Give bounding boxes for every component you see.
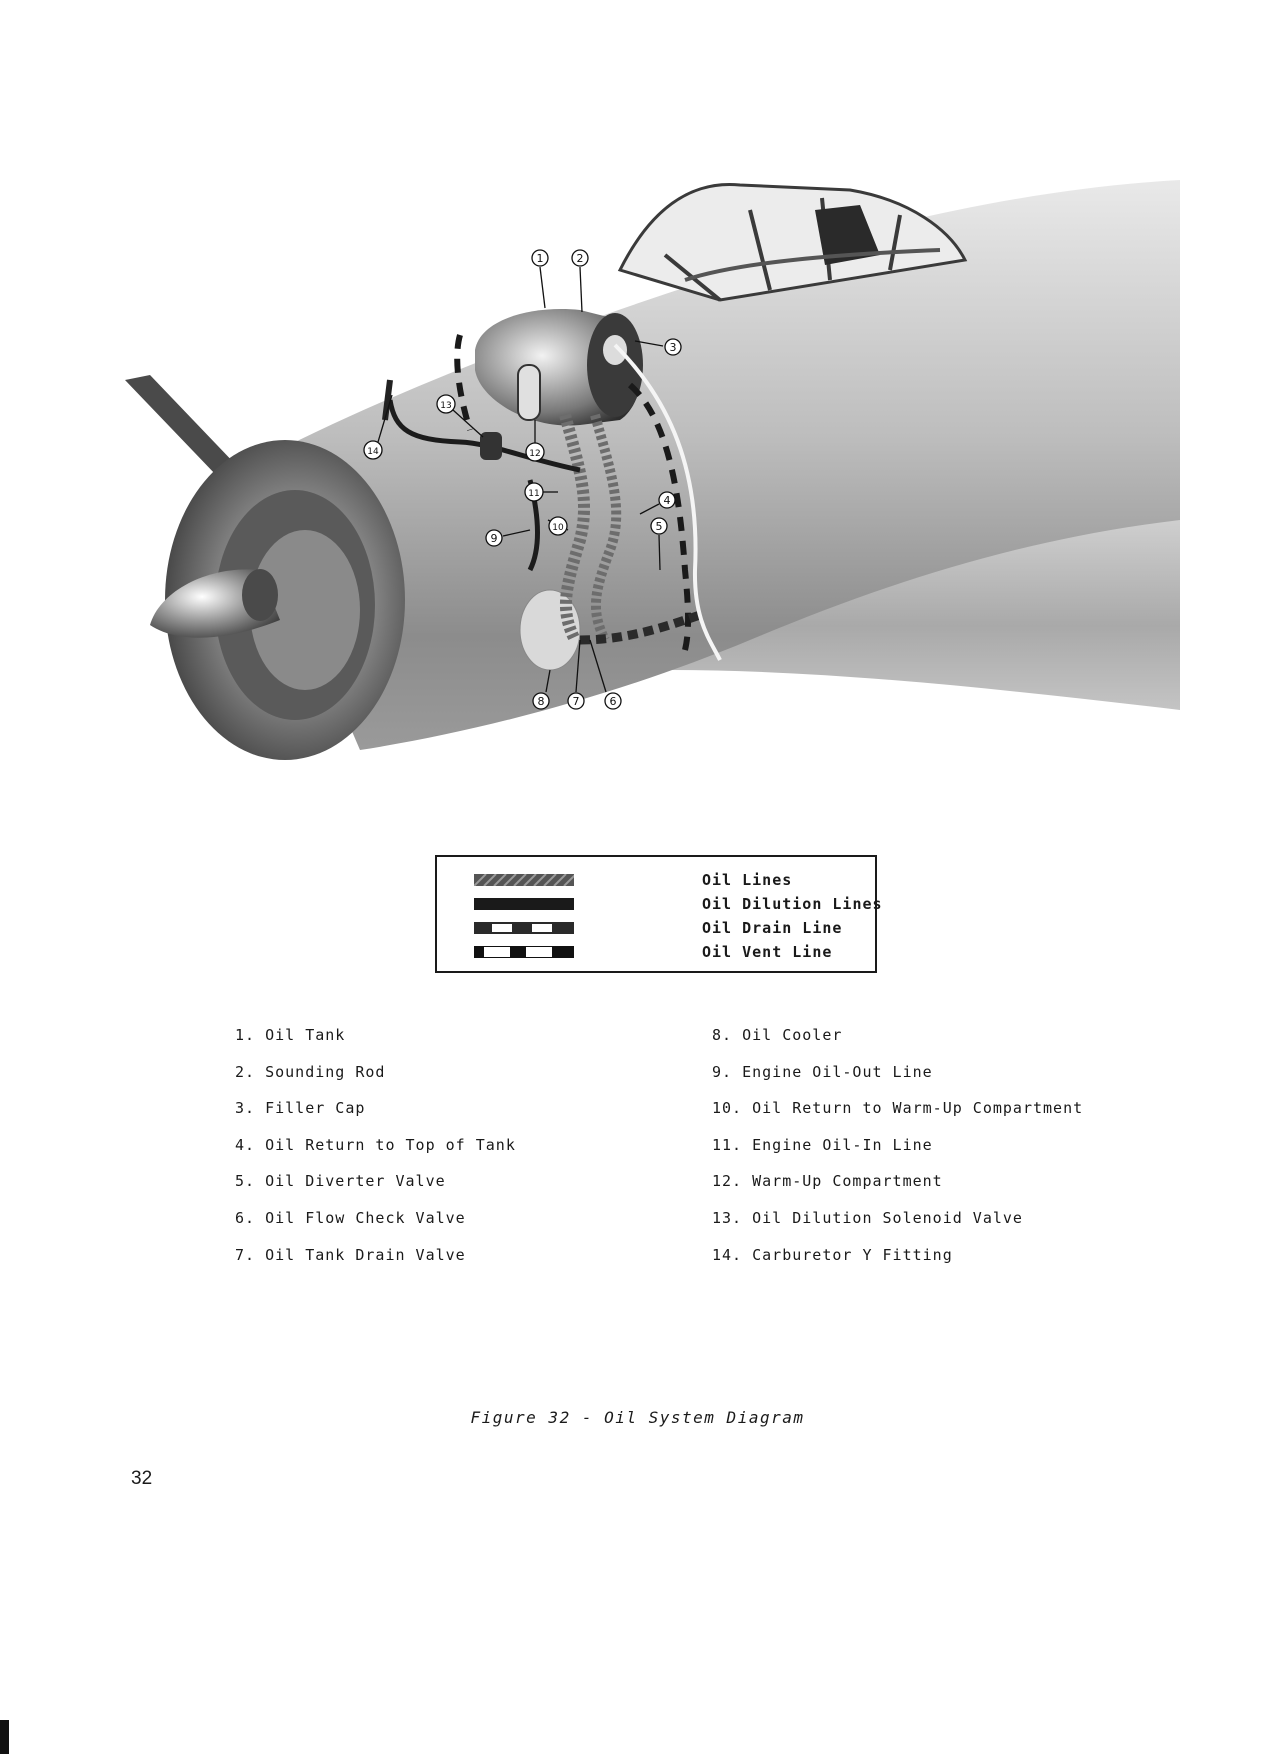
callout-4 [659, 492, 675, 508]
callout-1 [532, 250, 548, 266]
oil-dilution-lines-swatch [474, 898, 574, 910]
callout-10 [549, 517, 567, 535]
svg-text:7: 7 [572, 695, 580, 708]
callout-13 [437, 395, 455, 413]
warm-up-compartment [518, 365, 540, 420]
svg-text:14: 14 [367, 447, 379, 457]
callout-3 [665, 339, 681, 355]
svg-text:3: 3 [669, 341, 677, 354]
legend-label: Oil Drain Line [702, 919, 843, 937]
part-item: 2. Sounding Rod [235, 1062, 386, 1081]
part-item: 12. Warm-Up Compartment [712, 1172, 943, 1191]
svg-text:11: 11 [528, 489, 540, 499]
callout-7 [568, 693, 584, 709]
part-item: 5. Oil Diverter Valve [235, 1172, 446, 1191]
part-item: 6. Oil Flow Check Valve [235, 1208, 466, 1227]
part-item: 7. Oil Tank Drain Valve [235, 1245, 466, 1264]
callout-6 [605, 693, 621, 709]
legend-item-oil-dilution-lines [437, 893, 883, 915]
legend-item-oil-drain-line [437, 917, 875, 939]
oil-drain-line-swatch [474, 922, 574, 934]
callout-5 [651, 518, 667, 534]
svg-text:6: 6 [609, 695, 617, 708]
svg-text:10: 10 [552, 523, 564, 533]
page-number: 32 [131, 1468, 153, 1489]
callout-2 [572, 250, 588, 266]
part-item: 13. Oil Dilution Solenoid Valve [712, 1208, 1023, 1227]
svg-text:4: 4 [663, 494, 671, 507]
svg-text:5: 5 [655, 520, 663, 533]
legend-label: Oil Vent Line [702, 943, 833, 961]
part-item: 8. Oil Cooler [712, 1026, 843, 1044]
oil-lines-swatch [474, 874, 574, 886]
svg-text:9: 9 [490, 532, 498, 545]
legend-item-oil-vent-line [437, 941, 875, 963]
part-item: 1. Oil Tank [235, 1026, 346, 1044]
part-item: 10. Oil Return to Warm-Up Compartment [712, 1099, 1084, 1118]
legend-label: Oil Lines [702, 871, 793, 889]
part-item: 3. Filler Cap [235, 1099, 366, 1118]
legend-item-oil-lines [437, 869, 875, 891]
legend-label: Oil Dilution Lines [702, 895, 883, 913]
svg-text:12: 12 [529, 449, 541, 459]
part-item: 4. Oil Return to Top of Tank [235, 1135, 516, 1154]
callout-14 [364, 441, 382, 459]
svg-text:1: 1 [536, 252, 544, 265]
svg-text:2: 2 [576, 252, 584, 265]
svg-text:8: 8 [537, 695, 545, 708]
figure-caption: Figure 32 - Oil System Diagram [470, 1408, 805, 1427]
aircraft-oil-system-illustration [110, 170, 1180, 830]
oil-vent-line-swatch [474, 946, 574, 958]
part-item: 14. Carburetor Y Fitting [712, 1245, 953, 1264]
svg-text:13: 13 [440, 401, 452, 411]
solenoid-valve [480, 432, 502, 460]
part-item: 11. Engine Oil-In Line [712, 1135, 933, 1154]
part-item: 9. Engine Oil-Out Line [712, 1062, 933, 1081]
callout-11 [525, 483, 543, 501]
parts-list-right [712, 1017, 1083, 1273]
callout-12 [526, 443, 544, 461]
line-legend [435, 855, 883, 973]
binding-mark [0, 1720, 9, 1754]
parts-list-left [235, 1017, 516, 1273]
callout-9 [486, 530, 502, 546]
callout-8 [533, 693, 549, 709]
